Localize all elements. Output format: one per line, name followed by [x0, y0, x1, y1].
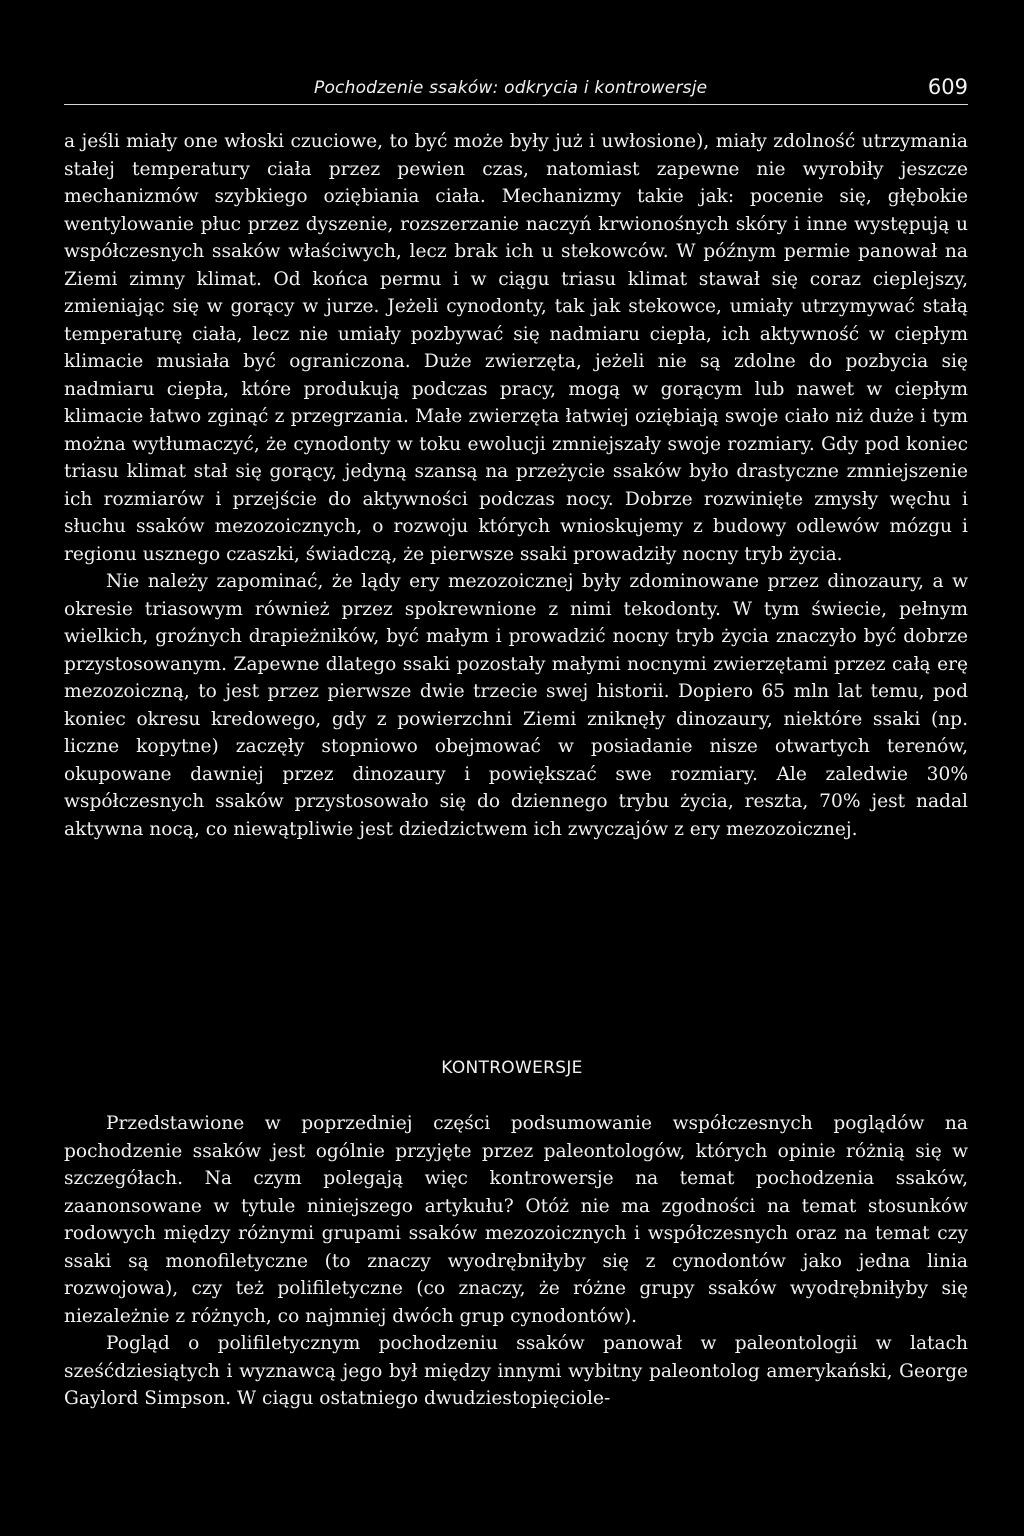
paragraph-polyphyletic: Pogląd o polifiletycznym pochodzeniu ssaków panował w paleontologii w latach sześćdziesiątych i wyznawcą jego był między innymi wybitny paleontolog amerykański, George Gaylord Simpson. W ciągu ostatniego dwudziestopięciole-: [64, 1333, 968, 1409]
body-text-section-2: [64, 1110, 968, 1413]
paragraph-dinosaurs: Nie należy zapominać, że lądy ery mezozoicznej były zdominowane przez dinozaury, a w okresie triasowym również przez spokrewnione z nimi tekodonty. W tym świecie, pełnym wielkich, groźnych drapieżników, być małym i prowadzić nocny tryb życia znaczyło być dobrze przystosowanym. Zapewne dlatego ssaki pozostały małymi nocnymi zwierzętami przez całą erę mezozoiczną, to jest przez pierwsze dwie trzecie swej historii. Dopiero 65 mln lat temu, pod koniec okresu kredowego, gdy z powierzchni Ziemi zniknęły dinozaury, niektóre ssaki (np. liczne kopytne) zaczęły stopniowo obejmować w posiadanie nisze otwartych terenów, okupowane dawniej przez dinozaury i powiększać swe rozmiary. Ale zaledwie 30% współczesnych ssaków przystosowało się do dziennego trybu życia, reszta, 70% jest nadal aktywna nocą, co niewątpliwie jest dziedzictwem ich zwyczajów z ery mezozoicznej.: [64, 571, 968, 840]
running-title: Pochodzenie ssaków: odkrycia i kontrowersje: [314, 78, 708, 98]
body-text-section-1: [64, 128, 968, 843]
page-number: 609: [927, 75, 968, 99]
running-header: [64, 70, 968, 105]
section-heading: KONTROWERSJE: [441, 1058, 583, 1078]
paragraph-continuation: a jeśli miały one włoski czuciowe, to być może były już i uwłosione), miały zdolność utrzymania stałej temperatury ciała przez pewien czas, natomiast zapewne nie wyrobiły jeszcze mechanizmów szybkiego oziębiania ciała. Mechanizmy takie jak: pocenie się, głębokie wentylowanie płuc przez dyszenie, rozszerzanie naczyń krwionośnych skóry i inne występują u współczesnych ssaków właściwych, lecz brak ich u stekowców. W późnym permie panował na Ziemi zimny klimat. Od końca permu i w ciągu triasu klimat stawał się coraz cieplejszy, zmieniając się w gorący w jurze. Jeżeli cynodonty, tak jak stekowce, umiały utrzymywać stałą temperaturę ciała, lecz nie umiały pozbywać się nadmiaru ciepła, ich aktywność w ciepłym klimacie musiała być ograniczona. Duże zwierzęta, jeżeli nie są zdolne do pozbycia się nadmiaru ciepła, które produkują podczas pracy, mogą w gorącym lub nawet w ciepłym klimacie łatwo zginąć z przegrzania. Małe zwierzęta łatwiej oziębiają swoje ciało niż duże i tym można wytłumaczyć, że cynodonty w toku ewolucji zmniejszały swoje rozmiary. Gdy pod koniec triasu klimat stał się gorący, jedyną szansą na przeżycie ssaków było drastyczne zmniejszenie ich rozmiarów i przejście do aktywności podczas nocy. Dobrze rozwinięte zmysły węchu i słuchu ssaków mezozoicznych, o rozwoju których wnioskujemy z budowy odlewów mózgu i regionu usznego czaszki, świadczą, że pierwsze ssaki prowadziły nocny tryb życia.: [64, 131, 968, 565]
paragraph-controversies: Przedstawione w poprzedniej części podsumowanie współczesnych poglądów na pochodzenie ssaków jest ogólnie przyjęte przez paleontologów, których opinie różnią się w szczegółach. Na czym polegają więc kontrowersje na temat pochodzenia ssaków, zaanonsowane w tytule niniejszego artykułu? Otóż nie ma zgodności na temat stosunków rodowych między różnymi grupami ssaków mezozoicznych i współczesnych oraz na temat czy ssaki są monofiletyczne (to znaczy wyodrębniłyby się z cynodontów jako jedna linia rozwojowa), czy też polifiletyczne (co znaczy, że różne grupy ssaków wyodrębniłyby się niezależnie z różnych, co najmniej dwóch grup cynodontów).: [64, 1113, 968, 1327]
